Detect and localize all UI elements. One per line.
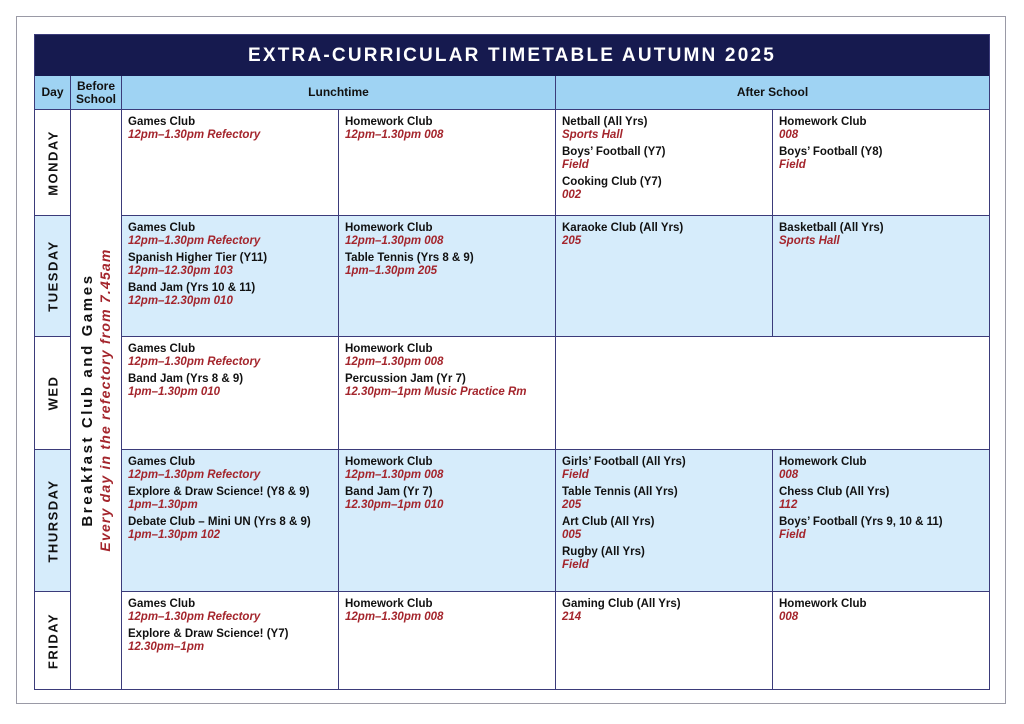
activity-item (779, 222, 983, 248)
activity-detail: 12pm–1.30pm 008 (345, 356, 444, 368)
before-school-text (78, 248, 114, 551)
header-after-school: After School (556, 76, 989, 110)
header-day: Day (35, 76, 71, 110)
day-name: TUESDAY (45, 240, 60, 312)
activity-detail: 214 (562, 611, 582, 623)
activity-detail: 1pm–1.30pm (128, 499, 198, 511)
activity-name: Games Club (128, 116, 196, 128)
activity-name: Explore & Draw Science! (Y7) (128, 628, 289, 640)
activity-name: Homework Club (345, 116, 433, 128)
activity-detail: Sports Hall (562, 129, 623, 141)
cell-wed-lunch2 (339, 337, 556, 450)
activity-name: Gaming Club (All Yrs) (562, 598, 681, 610)
activity-name: Table Tennis (Yrs 8 & 9) (345, 252, 474, 264)
activity-detail: Field (562, 559, 589, 571)
activity-name: Games Club (128, 343, 196, 355)
activity-detail: 1pm–1.30pm 102 (128, 529, 221, 541)
activity-name: Netball (All Yrs) (562, 116, 648, 128)
activity-item (562, 222, 766, 248)
activity-detail: Sports Hall (779, 235, 840, 247)
activity-item (345, 343, 549, 369)
activity-name: Homework Club (779, 116, 867, 128)
activity-name: Percussion Jam (Yr 7) (345, 373, 466, 385)
activity-detail: 008 (779, 611, 799, 623)
activity-name: Rugby (All Yrs) (562, 546, 645, 558)
activity-item (779, 146, 983, 172)
activity-detail: 12.30pm–1pm Music Practice Rm (345, 386, 527, 398)
activity-detail: 12pm–12.30pm 103 (128, 265, 233, 277)
day-label-friday (35, 592, 71, 689)
cell-thursday-lunch1 (122, 450, 339, 592)
timetable-title: EXTRA-CURRICULAR TIMETABLE AUTUMN 2025 (35, 35, 989, 76)
cell-tuesday-lunch2 (339, 216, 556, 337)
activity-name: Homework Club (345, 598, 433, 610)
cell-thursday-lunch2 (339, 450, 556, 592)
cell-wed-after1 (556, 337, 989, 450)
activity-name: Band Jam (Yrs 8 & 9) (128, 373, 244, 385)
activity-detail: 1pm–1.30pm 010 (128, 386, 221, 398)
activity-name: Homework Club (345, 456, 433, 468)
activity-detail: 205 (562, 235, 582, 247)
activity-item (345, 222, 549, 248)
activity-name: Games Club (128, 456, 196, 468)
activity-name: Games Club (128, 222, 196, 234)
activity-detail: Field (562, 159, 589, 171)
day-name: MONDAY (45, 129, 60, 196)
cell-monday-lunch1 (122, 110, 339, 216)
activity-item (779, 598, 983, 624)
cell-monday-after1 (556, 110, 773, 216)
activity-item (128, 598, 332, 624)
activity-detail: 12pm–1.30pm 008 (345, 235, 444, 247)
activity-item (128, 373, 332, 399)
activity-name: Chess Club (All Yrs) (779, 486, 890, 498)
activity-name: Basketball (All Yrs) (779, 222, 884, 234)
activity-name: Boys’ Football (Yrs 9, 10 & 11) (779, 516, 943, 528)
activity-item (345, 116, 549, 142)
activity-item (345, 456, 549, 482)
activity-detail: 205 (562, 499, 582, 511)
activity-name: Boys’ Football (Y7) (562, 146, 666, 158)
day-name: FRIDAY (45, 612, 60, 669)
activity-item (562, 486, 766, 512)
activity-name: Games Club (128, 598, 196, 610)
activity-detail: 002 (562, 189, 582, 201)
activity-item (128, 282, 332, 308)
day-label-tuesday (35, 216, 71, 337)
activity-item (345, 373, 549, 399)
header-before-school: Before School (71, 76, 122, 110)
activity-item (128, 486, 332, 512)
activity-detail: 12pm–1.30pm Refectory (128, 235, 261, 247)
timetable (34, 34, 990, 690)
activity-name: Homework Club (345, 222, 433, 234)
activity-detail: 12pm–1.30pm Refectory (128, 469, 261, 481)
activity-detail: Field (562, 469, 589, 481)
cell-friday-lunch2 (339, 592, 556, 689)
activity-name: Homework Club (345, 343, 433, 355)
activity-detail: 12pm–1.30pm 008 (345, 129, 444, 141)
cell-monday-lunch2 (339, 110, 556, 216)
day-label-wed (35, 337, 71, 450)
activity-item (562, 146, 766, 172)
cell-monday-after2 (773, 110, 989, 216)
activity-name: Boys’ Football (Y8) (779, 146, 883, 158)
activity-name: Band Jam (Yrs 10 & 11) (128, 282, 256, 294)
activity-detail: 005 (562, 529, 582, 541)
activity-item (562, 456, 766, 482)
activity-detail: 12pm–1.30pm Refectory (128, 611, 261, 623)
cell-wed-lunch1 (122, 337, 339, 450)
activity-name: Art Club (All Yrs) (562, 516, 655, 528)
activity-item (128, 343, 332, 369)
activity-item (128, 628, 332, 654)
before-school-column (71, 110, 122, 689)
cell-tuesday-after1 (556, 216, 773, 337)
activity-detail: 12pm–1.30pm Refectory (128, 129, 261, 141)
activity-item (779, 116, 983, 142)
cell-friday-lunch1 (122, 592, 339, 689)
activity-item (128, 222, 332, 248)
breakfast-club-label: Breakfast Club and Games (79, 272, 96, 527)
activity-item (779, 516, 983, 542)
cell-thursday-after1 (556, 450, 773, 592)
day-label-thursday (35, 450, 71, 592)
activity-item (779, 486, 983, 512)
activity-name: Homework Club (779, 598, 867, 610)
activity-item (128, 116, 332, 142)
activity-name: Karaoke Club (All Yrs) (562, 222, 684, 234)
activity-item (345, 598, 549, 624)
activity-item (562, 516, 766, 542)
activity-name: Table Tennis (All Yrs) (562, 486, 678, 498)
header-lunchtime: Lunchtime (122, 76, 556, 110)
activity-detail: 1pm–1.30pm 205 (345, 265, 438, 277)
activity-detail: 008 (779, 129, 799, 141)
activity-item (562, 598, 766, 624)
activity-detail: 12pm–1.30pm 008 (345, 611, 444, 623)
cell-friday-after1 (556, 592, 773, 689)
cell-tuesday-after2 (773, 216, 989, 337)
activity-detail: 112 (779, 499, 798, 511)
activity-item (128, 252, 332, 278)
activity-detail: 12.30pm–1pm 010 (345, 499, 444, 511)
activity-detail: 008 (779, 469, 799, 481)
activity-name: Homework Club (779, 456, 867, 468)
activity-detail: 12pm–1.30pm 008 (345, 469, 444, 481)
activity-detail: 12pm–1.30pm Refectory (128, 356, 261, 368)
activity-item (128, 516, 332, 542)
activity-name: Girls’ Football (All Yrs) (562, 456, 686, 468)
day-name: WED (45, 375, 60, 411)
activity-name: Cooking Club (Y7) (562, 176, 662, 188)
activity-detail: Field (779, 159, 806, 171)
activity-item (562, 546, 766, 572)
activity-item (345, 486, 549, 512)
activity-detail: Field (779, 529, 806, 541)
cell-thursday-after2 (773, 450, 989, 592)
activity-detail: 12pm–12.30pm 010 (128, 295, 233, 307)
activity-item (345, 252, 549, 278)
activity-detail: 12.30pm–1pm (128, 641, 205, 653)
activity-name: Explore & Draw Science! (Y8 & 9) (128, 486, 310, 498)
activity-name: Spanish Higher Tier (Y11) (128, 252, 268, 264)
activity-item (128, 456, 332, 482)
cell-tuesday-lunch1 (122, 216, 339, 337)
activity-item (779, 456, 983, 482)
breakfast-club-detail: Every day in the refectory from 7.45am (97, 247, 113, 552)
day-name: THURSDAY (45, 478, 60, 563)
activity-name: Band Jam (Yr 7) (345, 486, 433, 498)
cell-friday-after2 (773, 592, 989, 689)
activity-item (562, 116, 766, 142)
day-label-monday (35, 110, 71, 216)
activity-name: Debate Club – Mini UN (Yrs 8 & 9) (128, 516, 311, 528)
activity-item (562, 176, 766, 202)
